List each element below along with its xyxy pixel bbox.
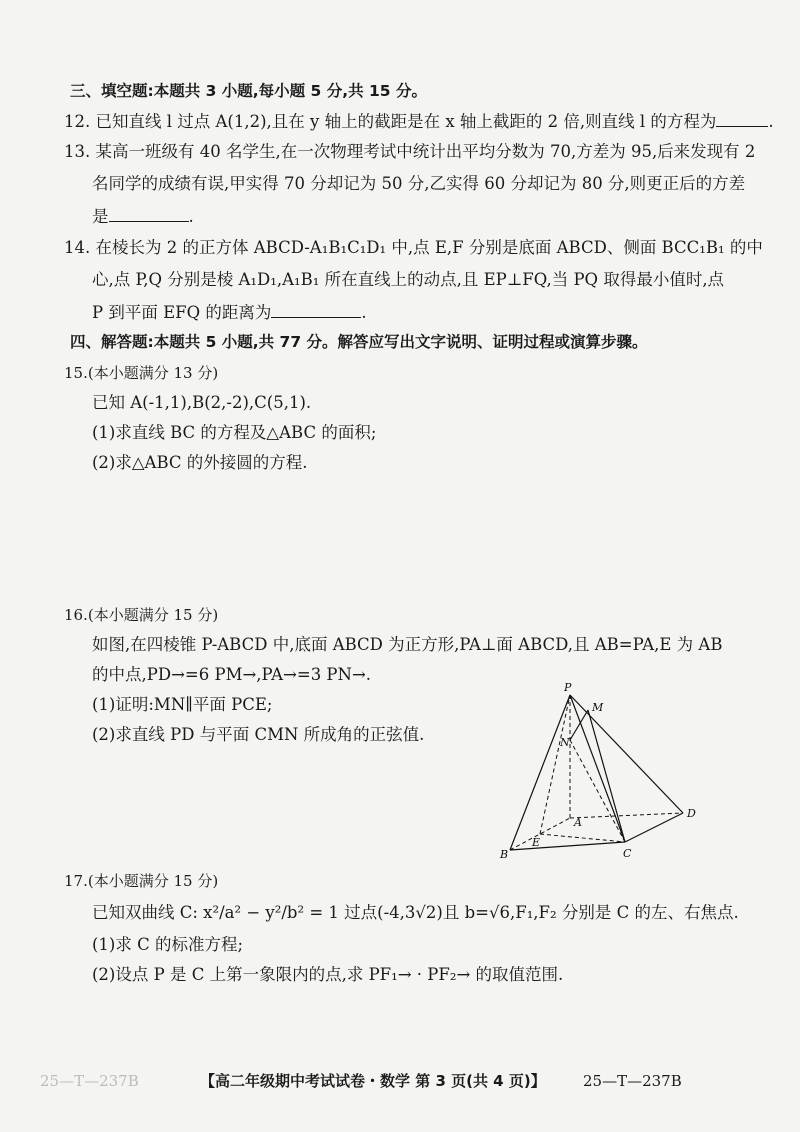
label-P: P [564, 681, 572, 694]
edge-CD [625, 813, 683, 842]
q16-stem2: 的中点,PD→=6 PM→,PA→=3 PN→. [92, 665, 372, 684]
q14-line2: 心,点 P,Q 分别是棱 A₁D₁,A₁B₁ 所在直线上的动点,且 EP⊥FQ,当 PQ 取得最小值时,点 [92, 270, 725, 289]
q16-part2: (2)求直线 PD 与平面 CMN 所成角的正弦值. [92, 725, 425, 744]
segment-EP [540, 695, 570, 834]
q17-stem: 已知双曲线 C: x²/a² − y²/b² = 1 过点(-4,3√2)且 b=√6,F₁,F₂ 分别是 C 的左、右焦点. [92, 903, 739, 922]
section4-heading: 四、解答题:本题共 5 小题,共 77 分。解答应写出文字说明、证明过程或演算步骤。 [70, 333, 648, 351]
q16-title: 16.(本小题满分 15 分) [64, 606, 219, 624]
edge-AD [570, 813, 683, 818]
footer-code-faded: 25—T—237B [40, 1072, 139, 1090]
answer-blank-q12[interactable] [716, 110, 768, 127]
footer-page-info: 【高二年级期中考试试卷・数学 第 3 页(共 4 页)】 [200, 1072, 546, 1090]
label-B: B [500, 848, 509, 861]
q15-part2: (2)求△ABC 的外接圆的方程. [92, 453, 308, 472]
q14-line3: P 到平面 EFQ 的距离为 . [92, 303, 367, 322]
footer-exam-code: 25—T—237B [583, 1072, 682, 1090]
q14-line1: 14. 在棱长为 2 的正方体 ABCD-A₁B₁C₁D₁ 中,点 E,F 分别是底面 ABCD、侧面 BCC₁B₁ 的中 [64, 238, 763, 257]
q13-line2: 名同学的成绩有误,甲实得 70 分却记为 50 分,乙实得 60 分却记为 80 分,则更正后的方差 [92, 174, 746, 193]
label-N: N [560, 736, 570, 749]
q16-stem1: 如图,在四棱锥 P-ABCD 中,底面 ABCD 为正方形,PA⊥面 ABCD,且 AB=PA,E 为 AB [92, 635, 723, 654]
edge-PB [510, 695, 570, 850]
label-M: M [592, 701, 604, 714]
label-D: D [687, 807, 696, 820]
q15-stem: 已知 A(-1,1),B(2,-2),C(5,1). [92, 393, 312, 412]
answer-blank-q14[interactable] [271, 301, 361, 318]
segment-MC [588, 710, 625, 842]
label-A: A [574, 816, 582, 829]
q13-line1: 13. 某高一班级有 40 名学生,在一次物理考试中统计出平均分数为 70,方差为 95,后来发现有 2 [64, 142, 756, 161]
q15-title: 15.(本小题满分 13 分) [64, 364, 219, 382]
label-E: E [532, 836, 541, 849]
label-C: C [623, 847, 632, 860]
section3-heading: 三、填空题:本题共 3 小题,每小题 5 分,共 15 分。 [70, 82, 427, 100]
q17-part1: (1)求 C 的标准方程; [92, 935, 244, 954]
pyramid-figure [498, 680, 708, 865]
q13-line3: 是 . [92, 207, 194, 226]
q16-part1: (1)证明:MN∥平面 PCE; [92, 695, 273, 714]
edge-BC [510, 842, 625, 850]
q12-text: 12. 已知直线 l 过点 A(1,2),且在 y 轴上的截距是在 x 轴上截距的 2 倍,则直线 l 的方程为 . [64, 112, 774, 131]
q17-title: 17.(本小题满分 15 分) [64, 872, 219, 890]
answer-blank-q13[interactable] [109, 205, 189, 222]
segment-EC [540, 834, 625, 842]
q17-part2: (2)设点 P 是 C 上第一象限内的点,求 PF₁→ · PF₂→ 的取值范围. [92, 965, 564, 984]
q15-part1: (1)求直线 BC 的方程及△ABC 的面积; [92, 423, 377, 442]
